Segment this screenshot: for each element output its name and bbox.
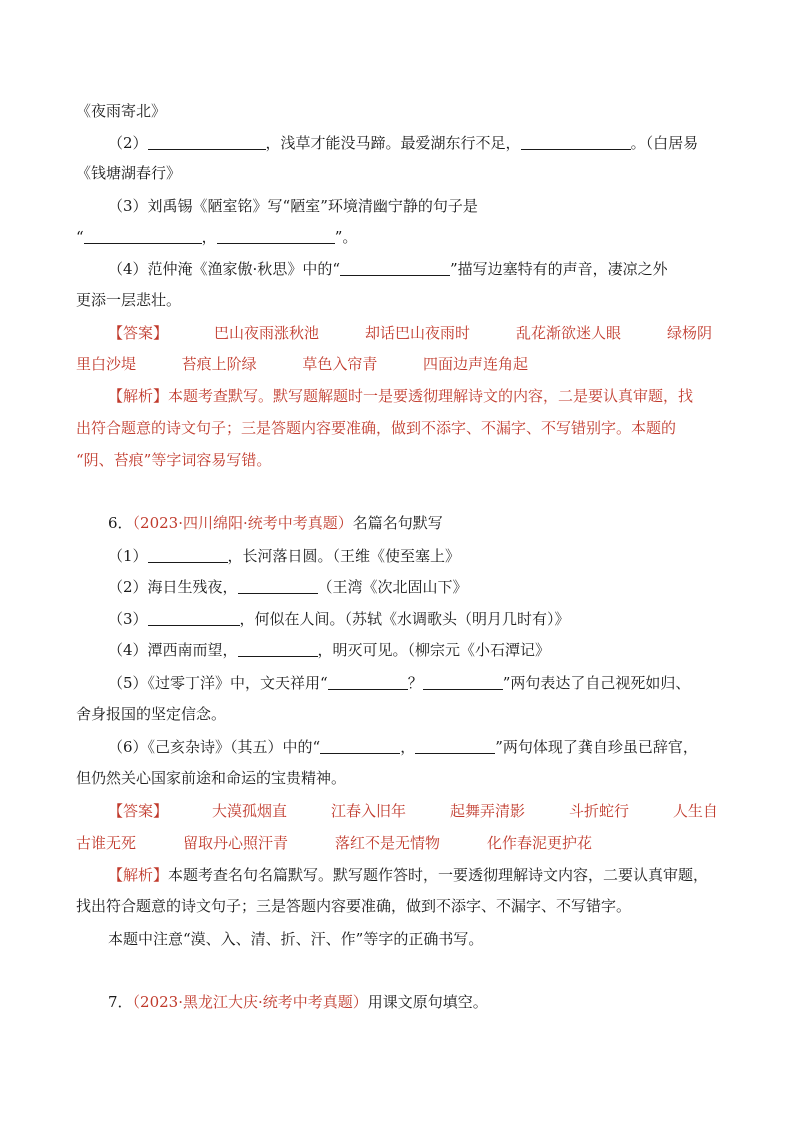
q5-item-2-source: 《钱塘湖春行》 [76, 164, 182, 182]
blank [423, 674, 503, 690]
q6-analysis-2: 找出符合题意的诗文句子；三是答题内容要准确，做到不添字、不漏字、不写错字。 [76, 897, 632, 915]
blank [84, 228, 202, 244]
q5-item-4-cont: 更添一层悲壮。 [76, 291, 182, 309]
answer-item: 起舞弄清影 [449, 802, 525, 820]
blank [148, 134, 266, 150]
answer-item: 大漠孤烟直 [211, 802, 287, 820]
q5-answer-row-2 [76, 354, 528, 374]
q6-answer-row-1 [108, 801, 718, 821]
blank [148, 547, 228, 563]
answer-item: 乱花渐欲迷人眼 [515, 324, 621, 342]
answer-label: 【答案】 [108, 324, 169, 342]
answer-item: 人生自 [672, 802, 718, 820]
q6-item-5-cont: 舍身报国的坚定信念。 [76, 705, 227, 723]
analysis-label: 【解析】 [108, 866, 169, 884]
q5-item-3: （3）刘禹锡《陋室铭》写“陋室”环境清幽宁静的句子是 [108, 197, 478, 215]
q5-item-4: （4）范仲淹《渔家傲·秋思》中的“ ”描写边塞特有的声音，凄凉之外 [108, 260, 668, 278]
q6-item-6-cont: 但仍然关心国家前途和命运的宝贵精神。 [76, 769, 347, 787]
q6-item-2: （2）海日生残夜， （王湾《次北固山下》 [108, 578, 468, 596]
answer-item: 苔痕上阶绿 [181, 355, 257, 373]
q7-title: 用课文原句填空。 [367, 993, 488, 1011]
answer-label: 【答案】 [108, 802, 169, 820]
q6-analysis-3: 本题中注意“漠、入、清、折、汗、作”等字的正确书写。 [108, 930, 484, 948]
q7-heading: 7．（2023·黑龙江大庆·统考中考真题）用课文原句填空。 [108, 993, 488, 1011]
answer-item: 江春入旧年 [330, 802, 406, 820]
q6-item-1: （1） ，长河落日圆。（王维《使至塞上》 [108, 547, 461, 565]
analysis-label: 【解析】 [108, 387, 169, 405]
blank [340, 260, 450, 276]
q6-title: 名篇名句默写 [352, 514, 443, 532]
q6-heading: 6．（2023·四川绵阳·统考中考真题）名篇名句默写 [108, 514, 443, 532]
q5-item-3-blanks: “ ， ”。 [76, 228, 358, 246]
q6-answer-row-2 [76, 833, 592, 853]
q6-item-6: （6）《己亥杂诗》（其五）中的“ ， ”两句体现了龚自珍虽已辞官， [108, 738, 698, 756]
q5-analysis-3: “阴、苔痕”等字词容易写错。 [76, 451, 272, 469]
answer-item: 却话巴山夜雨时 [364, 324, 470, 342]
answer-item: 留取丹心照汗青 [182, 834, 288, 852]
blank [217, 228, 335, 244]
blank [521, 134, 631, 150]
answer-item: 草色入帘青 [302, 355, 378, 373]
q6-analysis-1: 【解析】本题考查名句名篇默写。默写题作答时，一要透彻理解诗文内容，二要认真审题， [108, 866, 709, 884]
answer-item: 巴山夜雨涨秋池 [213, 324, 319, 342]
answer-item: 斗折蛇行 [568, 802, 629, 820]
q6-item-3: （3） ，何似在人间。（苏轼《水调歌头（明月几时有）》 [108, 610, 570, 628]
q6-item-5: （5）《过零丁洋》中，文天祥用“ ？ ”两句表达了自己视死如归、 [108, 674, 691, 692]
q5-analysis-1: 【解析】本题考查默写。默写题解题时一是要透彻理解诗文的内容，二是要认真审题，找 [108, 387, 694, 405]
answer-item: 里白沙堤 [76, 355, 137, 373]
q5-answer-row-1 [108, 323, 712, 343]
q7-source-tag: （2023·黑龙江大庆·统考中考真题） [132, 993, 368, 1011]
answer-item: 化作春泥更护花 [486, 834, 592, 852]
blank [320, 738, 400, 754]
q6-item-4: （4）潭西南而望， ，明灭可见。（柳宗元《小石潭记》 [108, 641, 551, 659]
q6-source-tag: （2023·四川绵阳·统考中考真题） [132, 514, 353, 532]
blank [148, 610, 240, 626]
answer-item: 古谁无死 [76, 834, 137, 852]
blank [238, 641, 318, 657]
q5-analysis-2: 出符合题意的诗文句子；三是答题内容要准确，做到不添字、不漏字、不写错别字。本题的 [76, 419, 677, 437]
blank [328, 674, 408, 690]
answer-item: 四面边声连角起 [422, 355, 528, 373]
blank [238, 578, 318, 594]
answer-item: 落红不是无情物 [334, 834, 440, 852]
answer-item: 绿杨阴 [666, 324, 712, 342]
q5-item-2: （2） ，浅草才能没马蹄。最爱湖东行不足， 。（白居易 [108, 134, 699, 152]
blank [415, 738, 495, 754]
q5-source-line: 《夜雨寄北》 [76, 102, 167, 120]
